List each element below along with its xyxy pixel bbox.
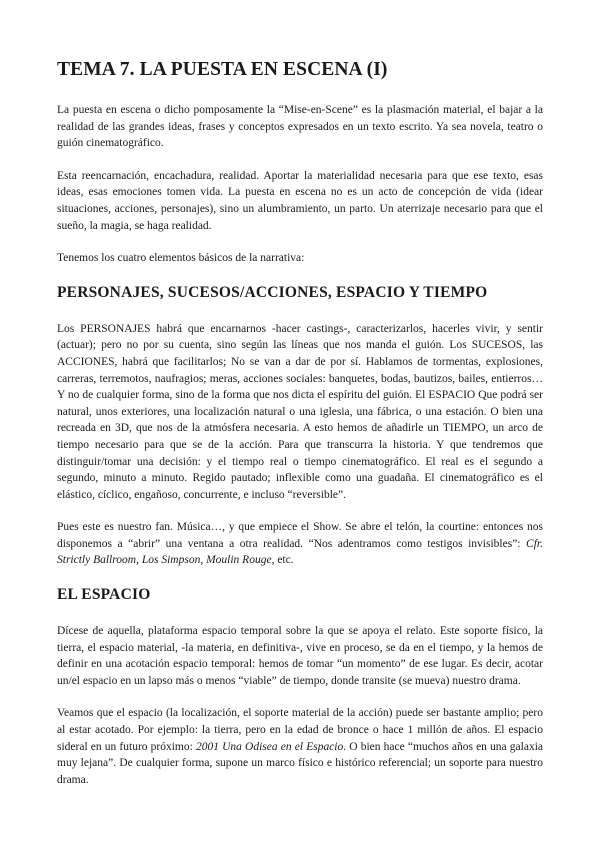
section-heading-espacio: EL ESPACIO [57, 586, 151, 604]
film-references: Cfr. Strictly Ballroom, Los Simpson, Moulin Rouge [57, 537, 543, 567]
page-title: TEMA 7. LA PUESTA EN ESCENA (I) [57, 59, 388, 80]
espacio-paragraph-2-end: . O bien hace “muchos años en una galaxia muy lejana”. De cualquier forma, supone un marco físico e histórico referencial; un soporte para nuestro drama. [57, 740, 544, 786]
espacio-paragraph-2-text: Veamos que el espacio (la localización, el soporte material de la acción) puede ser bastante amplio; pero al estar acotado. Por ejemplo: la tierra, pero en la edad de bronce o hace 1 millón de años. El espacio sideral en un futuro próximo: [57, 707, 543, 753]
document-page [57, 58, 543, 804]
narrative-elements-paragraph: Los PERSONAJES habrá que encarnarnos -hacer castings-, caracterizarlos, hacerles vivir, y sentir (actuar); pero no por su cuenta, sino según las líneas que nos manda el guión. Los SUCESOS, las ACCIONES, habrá que facilitarlos; No se van a dar de por sí. Hablamos de tormentas, explosiones, carreras, terremotos, naufragios; meras, acciones sociales: banquetes, bodas, bautizos, bailes, entierros… Y no de cualquier forma, sino de la forma que nos dicta el espíritu del guión. El ESPACIO Que podrá ser natural, unos exteriores, una localización natural o una iglesia, una fábrica, o una estación. O bien una recreada en 3D, que nos de la atmósfera necesaria. A esto hemos de añadirle un TIEMPO, un arco de tiempo necesario para que se de la acción. Para que transcurra la historia. Y que tendremos que distinguir/tomar una decisión: y el tiempo real o tiempo cinematográfico. El real es el segundo a segundo, minuto a minuto. Regido pautado; inflexible como una guadaña. El cinematográfico es el elástico, cíclico, engañoso, concurrente, e incluso “reversible”. [57, 322, 543, 501]
espacio-paragraph-2 [57, 705, 543, 788]
section-heading-narrative-elements: PERSONAJES, SUCESOS/ACCIONES, ESPACIO Y TIEMPO [57, 283, 488, 301]
intro-paragraph-3: Tenemos los cuatro elementos básicos de la narrativa: [57, 252, 305, 265]
espacio-paragraph-1: Dícese de aquella, plataforma espacio temporal sobre la que se apoya el relato. Este soporte físico, la tierra, el espacio material, -la materia, en definitiva-, vive en proceso, se da en el tiempo, y la hemos de definir en una acotación espacio temporal: hemos de tomar “un momento” de ese lugar. Es decir, acotar un/el espacio en un lapso más o menos “viable” de tiempo, donde transite (se mueva) nuestro drama. [57, 625, 543, 687]
show-paragraph-end: , etc. [271, 554, 294, 567]
show-paragraph [57, 519, 543, 569]
film-title-2001: 2001 Una Odisea en el Espacio [195, 740, 344, 753]
show-paragraph-text: Pues este es nuestro fan. Música…, y que empiece el Show. Se abre el telón, la courtine: entonces nos disponemos a “abrir” una ventana a otra realidad. “Nos adentramos como testigos invisibles”: [57, 521, 543, 550]
intro-paragraph-1: La puesta en escena o dicho pomposamente la “Mise-en-Scene” es la plasmación material, el bajar a la realidad de las grandes ideas, frases y conceptos expresados en un texto escrito. Ya sea novela, teatro o guión cinematográfico. [57, 104, 543, 150]
intro-paragraph-2: Esta reencarnación, encachadura, realidad. Aportar la materialidad necesaria para que ese texto, esas ideas, esas emociones tomen vida. La puesta en escena no es un acto de concepción de vida (idear situaciones, acciones, personajes), sino un alumbramiento, un parto. Un aterrizaje necesario para que el sueño, la magia, se haga realidad. [57, 169, 543, 232]
